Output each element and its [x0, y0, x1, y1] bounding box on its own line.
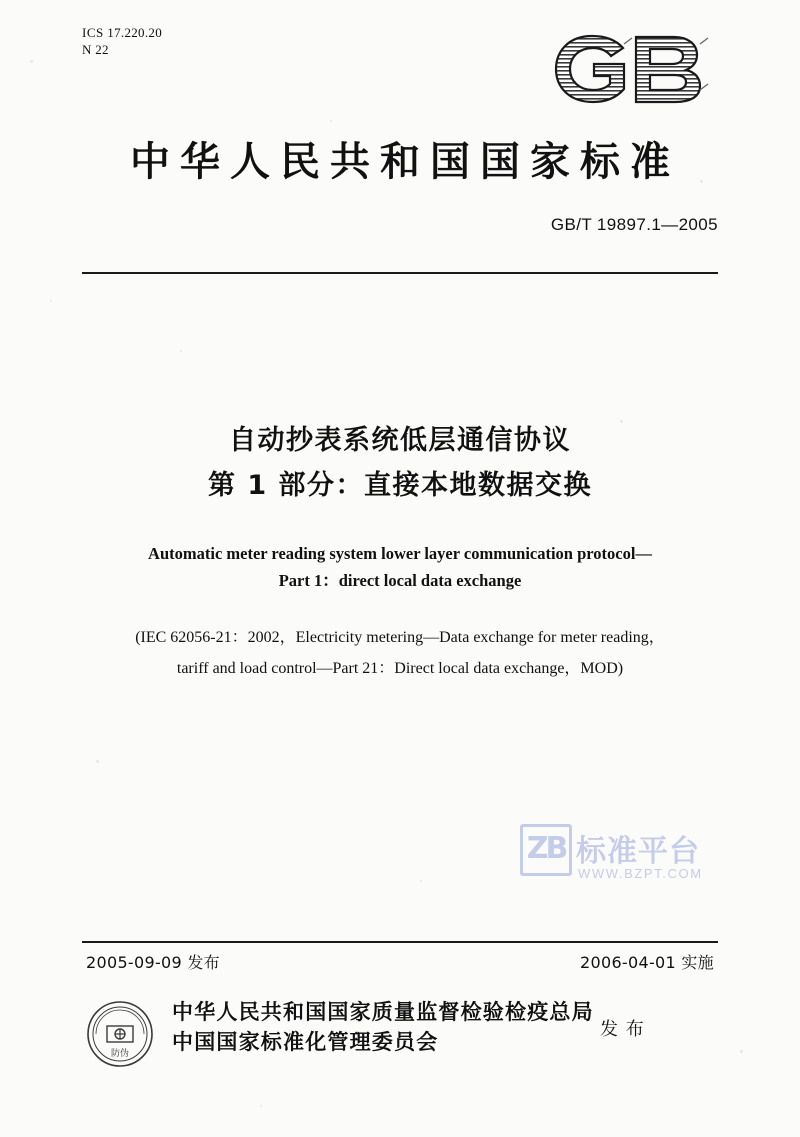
ics-block — [82, 24, 162, 58]
document-title-cn — [0, 418, 800, 508]
iec-note-line1: (IEC 62056-21：2002，Electricity metering—Data exchange for meter reading， — [135, 629, 665, 646]
paper-speckle — [740, 1050, 743, 1053]
gb-logo — [548, 30, 728, 108]
effective-date: 2006-04-01 实施 — [580, 953, 714, 972]
issue-verb: 发 布 — [600, 1019, 645, 1040]
issuer-block — [172, 997, 594, 1057]
issue-date: 2005-09-09 发布 — [86, 953, 220, 972]
watermark-name: 标准平台 — [576, 834, 700, 869]
paper-speckle — [330, 120, 332, 122]
paper-speckle — [96, 760, 99, 763]
standard-number: GB/T 19897.1—2005 — [550, 215, 718, 234]
issuer-line1: 中华人民共和国国家质量监督检验检疫总局 — [172, 1000, 594, 1024]
footer-divider — [82, 941, 718, 943]
iec-reference-note — [90, 622, 710, 684]
title-cn-line2: 第 1 部分：直接本地数据交换 — [207, 470, 593, 501]
title-en-line2: Part 1：direct local data exchange — [278, 571, 522, 590]
svg-text:防伪: 防伪 — [110, 1049, 130, 1059]
header-divider — [82, 272, 718, 274]
iec-note-line2: tariff and load control—Part 21：Direct local data exchange，MOD) — [176, 660, 624, 677]
ics-value: 17.220.20 — [107, 25, 162, 40]
paper-speckle — [180, 350, 182, 352]
issuer-line2: 中国国家标准化管理委员会 — [172, 1030, 439, 1054]
anti-counterfeit-seal-icon — [86, 1000, 154, 1068]
watermark — [520, 824, 750, 904]
paper-speckle — [420, 880, 422, 882]
ics-line — [82, 24, 162, 41]
watermark-logo: ZB — [520, 824, 572, 876]
paper-speckle — [260, 1105, 262, 1107]
title-cn-line1: 自动抄表系统低层通信协议 — [229, 425, 571, 456]
watermark-url: WWW.BZPT.COM — [578, 866, 703, 881]
page-title: 中华人民共和国国家标准 — [130, 139, 680, 185]
ics-label: ICS — [82, 25, 104, 40]
paper-speckle — [30, 60, 33, 63]
title-en-line1: Automatic meter reading system lower layer communication protocol— — [148, 544, 652, 563]
classification-code: N 22 — [82, 42, 109, 57]
document-title-en — [110, 540, 690, 594]
paper-speckle — [50, 300, 52, 302]
